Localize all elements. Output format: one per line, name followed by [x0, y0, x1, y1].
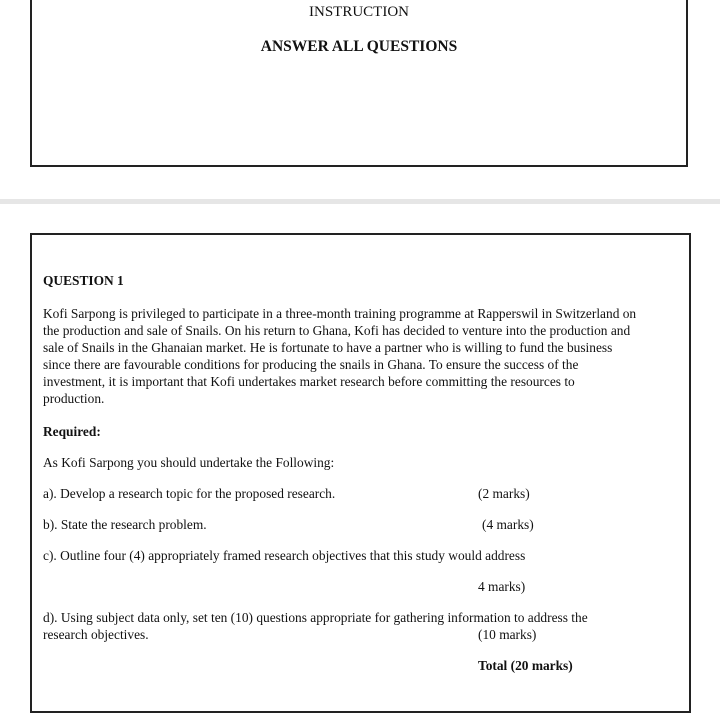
item-a-text: a). Develop a research topic for the proposed research.	[43, 486, 336, 501]
instruction-title: INSTRUCTION	[309, 4, 409, 20]
paragraph-line: since there are favourable conditions for producing the snails in Ghana. To ensure the success of the	[43, 357, 579, 372]
paragraph-line: sale of Snails in the Ghanaian market. He is fortunate to have a partner who is willing to fund the business	[43, 340, 613, 355]
instruction-subtitle: ANSWER ALL QUESTIONS	[260, 38, 458, 55]
item-b-marks: (4 marks)	[482, 517, 534, 532]
item-c-text: c). Outline four (4) appropriately framed research objectives that this study would address	[43, 548, 526, 563]
item-d-marks: (10 marks)	[478, 627, 537, 642]
instructions-intro: As Kofi Sarpong you should undertake the Following:	[43, 455, 335, 470]
item-d-text-line1: d). Using subject data only, set ten (10) questions appropriate for gathering information to address the	[43, 610, 588, 625]
item-b-text: b). State the research problem.	[43, 517, 207, 532]
required-label: Required:	[43, 424, 101, 439]
paragraph-line: investment, it is important that Kofi undertakes market research before committing the resources to	[43, 374, 575, 389]
section-divider	[0, 199, 720, 204]
instruction-box	[30, 0, 688, 167]
paragraph-line: Kofi Sarpong is privileged to participate in a three-month training programme at Rapperswil in Switzerland on	[43, 306, 637, 321]
question-box	[30, 233, 691, 713]
total-marks: Total (20 marks)	[478, 658, 573, 673]
item-c-marks: 4 marks)	[478, 579, 526, 594]
question-heading: QUESTION 1	[43, 273, 124, 288]
paragraph-line: the production and sale of Snails. On his return to Ghana, Kofi has decided to venture into the production and	[43, 323, 631, 338]
paragraph-line: production.	[43, 391, 105, 406]
item-a-marks: (2 marks)	[478, 486, 530, 501]
item-d-text-line2: research objectives.	[43, 627, 149, 642]
